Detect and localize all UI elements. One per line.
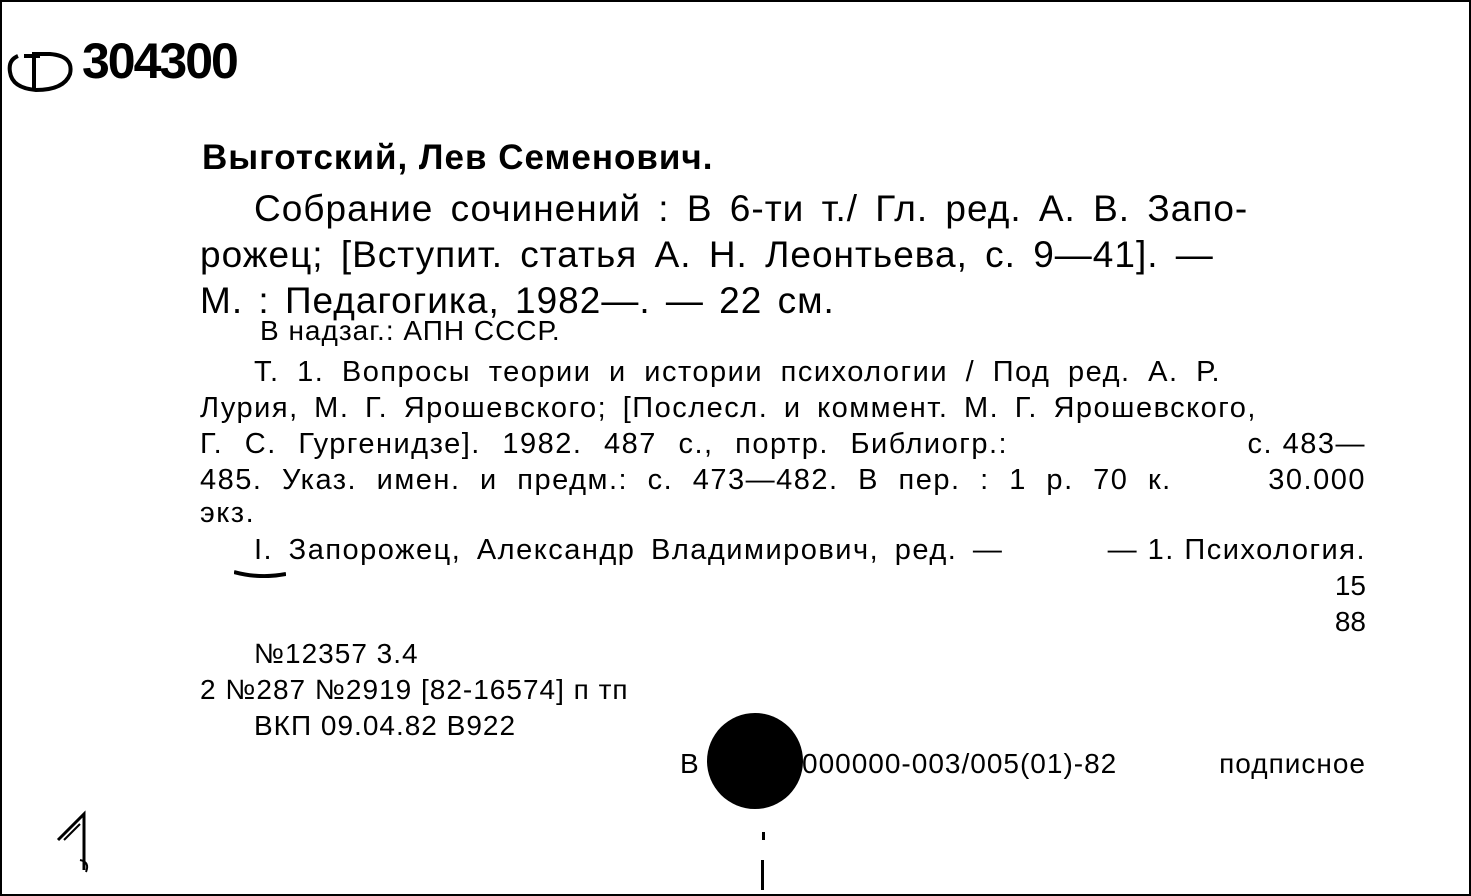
volume-line: экз. [200,497,256,529]
added-entry-tracing: I. Запорожец, Александр Владимирович, ред. — [254,534,1004,566]
title-line: М. : Педагогика, 1982—. — 22 см. [200,280,835,321]
order-number: №12357 3.4 [254,638,419,669]
isbn-prefix: В [680,748,700,779]
volume-line: Г. С. Гургенидзе]. 1982. 487 с., портр. Библиогр.: [200,428,1009,460]
classification-number: 15 [1334,570,1366,601]
bibliography-pages: с. 483— [1247,428,1366,460]
volume-line: Т. 1. Вопросы теории и истории психологии / Под ред. А. Р. [254,356,1222,388]
circled-d-stamp-icon [6,46,76,96]
vkp-info: ВКП 09.04.82 В922 [254,710,517,741]
print-info: 2 №287 №2919 [82-16574] п тп [200,674,629,705]
author-heading: Выготский, Лев Семенович. [202,138,714,177]
handwritten-one-icon [54,810,98,874]
subscription-note: подписное [1219,748,1366,779]
volume-line: 485. Указ. имен. и предм.: с. 473—482. В пер. : 1 р. 70 к. [200,464,1172,496]
handwritten-underline-mark [234,570,286,578]
stray-mark [761,860,764,890]
stray-mark [762,832,765,840]
punched-hole-icon [707,713,803,809]
card-number: 304300 [82,33,237,89]
title-line: рожец; [Вступит. статья А. Н. Леонтьева, с. 9—41]. — [200,234,1214,275]
classification-number: 88 [1334,606,1366,637]
title-line: Собрание сочинений : В 6-ти т./ Гл. ред. А. В. Запо- [254,188,1249,229]
subject-heading: — 1. Психология. [1107,534,1366,566]
isbn-code: 000000-003/005(01)-82 [802,748,1118,779]
copies-count: 30.000 [1268,464,1366,496]
volume-line: Лурия, М. Г. Ярошевского; [Послесл. и коммент. М. Г. Ярошевского, [200,392,1257,424]
heading-note: В надзаг.: АПН СССР. [260,315,561,346]
